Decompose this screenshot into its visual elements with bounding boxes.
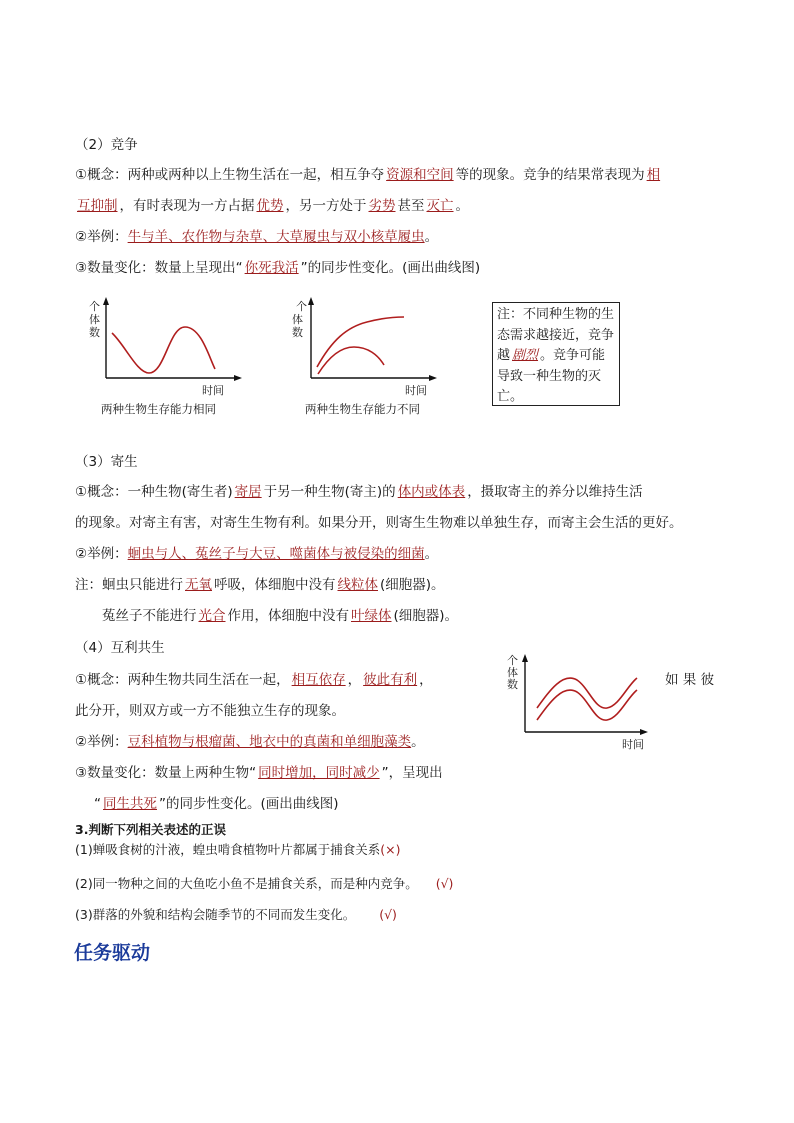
answer-blank-interdependent: 相互依存	[291, 672, 346, 688]
chart2-ylabel-0: 个	[296, 300, 307, 313]
answer-blank-sync-change: 同时增加，同时减少	[258, 765, 380, 781]
chart2-ylabel-2: 数	[292, 326, 303, 339]
text: (细胞器)。	[393, 608, 459, 624]
answer-blank-resource: 资源和空间	[386, 167, 454, 183]
chart1-curve	[112, 327, 215, 373]
text: ②举例：	[75, 229, 128, 245]
competition-concept-line2	[75, 196, 469, 216]
text: ②举例：	[75, 734, 128, 750]
chart-mutualism	[505, 650, 655, 759]
text: 。	[424, 546, 439, 562]
judge-mark-2: (√)	[435, 876, 454, 891]
text: 。	[455, 198, 469, 214]
answer-blank-chloroplast: 叶绿体	[351, 608, 392, 624]
chart2-x-arrow	[429, 375, 437, 381]
text: ①概念：两种或两种以上生物生活在一起，相互争夺	[75, 167, 385, 183]
text: (2)同一物种之间的大鱼吃小鱼不是捕食关系，而是种内竞争。	[75, 876, 418, 891]
answer-blank-advantage: 优势	[256, 198, 284, 214]
text: (细胞器)。	[380, 577, 445, 593]
chart3-x-arrow	[640, 729, 648, 735]
text: “	[94, 796, 101, 812]
answer-blank-mutual-2: 互抑制	[77, 198, 118, 214]
judge-mark-1: (×)	[380, 842, 401, 857]
chart-competition-unequal	[292, 295, 452, 404]
text: 作用，体细胞中没有	[227, 608, 349, 624]
chart2-xlabel: 时间	[405, 384, 427, 397]
parasitism-note2	[102, 606, 458, 626]
answer-blank-mutual-1: 相	[646, 167, 661, 183]
parasitism-note1	[75, 575, 445, 595]
text: 于另一种生物(寄主)的	[263, 484, 396, 500]
text: ”的同步性变化。(画出曲线图)	[159, 796, 339, 812]
chart3-y-arrow	[522, 654, 528, 662]
chart1-y-arrow	[103, 297, 109, 305]
text: (3)群落的外貌和结构会随季节的不同而发生变化。	[75, 907, 356, 922]
chart1-xlabel: 时间	[202, 384, 224, 397]
chart1-caption: 两种生物生存能力相同	[101, 402, 216, 416]
judge-mark-3: (√)	[379, 907, 397, 922]
text: ②举例：	[75, 546, 128, 562]
text: 注：不同种生物的生态需求越接近，竞争越	[497, 307, 615, 363]
text: 甚至	[397, 198, 425, 214]
chart-competition-equal	[85, 295, 245, 404]
text: 注：蛔虫只能进行	[75, 577, 183, 593]
answer-example-mutualism: 豆科植物与根瘤菌、地衣中的真菌和单细胞藻类	[127, 734, 412, 750]
chart3-ylabel-2: 体	[507, 666, 518, 679]
parasitism-concept-line2: 的现象。对寄主有害，对寄生生物有利。如果分开，则寄生生物难以单独生存，而寄主会生活的更好。	[75, 515, 683, 531]
chart1-ylabel-1: 个	[89, 300, 100, 313]
text: 。竞争可能导致一种生物的灭亡。	[497, 348, 606, 404]
answer-example-parasitism: 蛔虫与人、菟丝子与大豆、噬菌体与被侵染的细菌	[127, 546, 425, 562]
text: ，另一方处于	[285, 198, 367, 214]
answer-example-competition: 牛与羊、农作物与杂草、大草履虫与双小核草履虫	[127, 229, 425, 245]
text: ③数量变化：数量上呈现出“	[75, 260, 243, 276]
text: ③数量变化：数量上两种生物“	[75, 765, 257, 781]
text: ，	[347, 672, 362, 688]
answer-blank-quantity: 你死我活	[244, 260, 299, 276]
chart3-xlabel: 时间	[622, 738, 644, 751]
answer-blank-extinct: 灭亡	[426, 198, 454, 214]
task-title: 任务驱动	[74, 942, 151, 964]
answer-blank-disadvantage: 劣势	[368, 198, 396, 214]
chart1-ylabel-3: 数	[89, 326, 100, 339]
parasitism-concept-line1	[75, 482, 643, 502]
competition-example	[75, 227, 438, 247]
judge-item-2	[75, 874, 453, 894]
mutualism-concept-line1	[75, 670, 433, 690]
answer-blank-mitochondria: 线粒体	[337, 577, 378, 593]
competition-concept-line1	[75, 165, 662, 185]
chart3-curve-b	[537, 690, 637, 720]
answer-blank-where: 体内或体表	[397, 484, 466, 500]
text: ，摄取寄主的养分以维持生活	[467, 484, 643, 500]
answer-blank-intense: 剧烈	[512, 348, 539, 363]
judge-heading: 3.判断下列相关表述的正误	[75, 822, 226, 837]
text: ，有时表现为一方占据	[119, 198, 255, 214]
chart2-y-arrow	[308, 297, 314, 305]
answer-blank-photosynthesis: 光合	[198, 608, 226, 624]
answer-blank-live: 寄居	[234, 484, 262, 500]
chart1-x-arrow	[234, 375, 242, 381]
mutualism-concept-line2: 此分开，则双方或一方不能独立生存的现象。	[75, 703, 345, 719]
chart2-caption: 两种生物生存能力不同	[305, 402, 420, 416]
chart3-ylabel-3: 数	[507, 678, 518, 691]
text: 呼吸，体细胞中没有	[214, 577, 336, 593]
judge-item-3	[75, 905, 397, 925]
mutualism-quantity	[75, 763, 443, 783]
mutualism-quantity-2	[94, 794, 339, 814]
text: ，	[419, 672, 433, 688]
text: ①概念：两种生物共同生活在一起，	[75, 672, 290, 688]
chart3-ylabel-1: 个	[507, 654, 518, 667]
parasitism-example	[75, 544, 438, 564]
mutualism-example	[75, 732, 425, 752]
competition-quantity	[75, 258, 480, 278]
section-heading-parasitism: （3）寄生	[75, 454, 138, 470]
section-heading-competition: （2）竞争	[75, 137, 138, 153]
text: ”的同步性变化。(画出曲线图)	[300, 260, 481, 276]
text: ”，呈现出	[381, 765, 443, 781]
judge-item-1	[75, 840, 400, 860]
text: 。	[424, 229, 439, 245]
mutualism-concept-right: 如 果 彼	[665, 672, 715, 688]
answer-blank-anaerobic: 无氧	[185, 577, 212, 593]
answer-blank-mutual-benefit: 彼此有利	[363, 672, 418, 688]
chart1-ylabel-2: 体	[89, 313, 100, 326]
text: (1)蝉吸食树的汁液，蝗虫啃食植物叶片都属于捕食关系	[75, 842, 381, 857]
text: 菟丝子不能进行	[102, 608, 197, 624]
chart2-ylabel-1: 体	[292, 313, 303, 326]
competition-note-box	[492, 302, 620, 406]
text: 。	[411, 734, 425, 750]
text: 等的现象。竞争的结果常表现为	[455, 167, 645, 183]
answer-blank-live-die-together: 同生共死	[103, 796, 157, 812]
text: ①概念：一种生物(寄生者)	[75, 484, 233, 500]
section-heading-mutualism: （4）互利共生	[75, 640, 165, 656]
